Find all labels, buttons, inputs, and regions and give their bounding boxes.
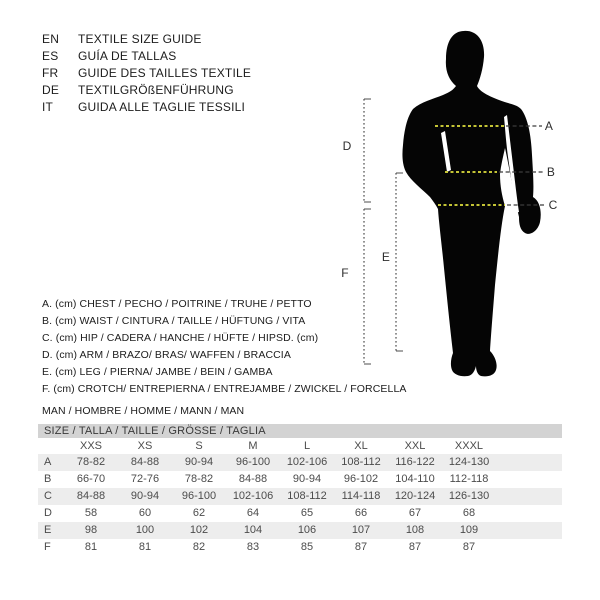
language-code: ES [42, 49, 59, 63]
size-table-row-crotch [38, 539, 562, 556]
column-header-xxl: XXL [404, 440, 426, 452]
language-title: GUIDE DES TAILLES TEXTILE [78, 66, 252, 80]
size-table-row-hip [38, 488, 562, 505]
size-cell: 102-106 [286, 456, 328, 468]
size-cell: 84-88 [76, 490, 106, 502]
size-cell: 90-94 [292, 473, 322, 485]
column-header-xs: XS [137, 440, 153, 452]
row-filler [496, 539, 562, 556]
size-cell: 106 [297, 524, 317, 536]
gender-line: MAN / HOMBRE / HOMME / MANN / MAN [42, 405, 245, 417]
size-cell: 102 [189, 524, 209, 536]
size-cell: 90-94 [130, 490, 160, 502]
measurement-legend [42, 296, 407, 420]
row-label: E [44, 524, 52, 536]
row-filler [496, 522, 562, 539]
header-spacer [38, 438, 64, 454]
language-row [42, 48, 251, 65]
size-cell: 120-124 [394, 490, 436, 502]
language-code: EN [42, 32, 60, 46]
size-cell: 112-118 [449, 473, 489, 485]
language-row [42, 99, 251, 116]
figure-label-arm: D [342, 139, 352, 153]
size-table [38, 424, 562, 556]
size-cell: 124-130 [448, 456, 490, 468]
size-cell: 68 [462, 507, 476, 519]
language-code: IT [42, 100, 54, 114]
size-cell: 96-100 [235, 456, 271, 468]
figure-label-waist: B [546, 165, 556, 179]
measurement-line-hip: C. (cm) HIP / CADERA / HANCHE / HÜFTE / HIPSD. (cm) [42, 332, 319, 344]
size-table-row-waist [38, 471, 562, 488]
row-filler [496, 488, 562, 505]
column-header-s: S [195, 440, 203, 452]
column-header-l: L [303, 440, 311, 452]
language-code: DE [42, 83, 60, 97]
measurement-line-waist: B. (cm) WAIST / CINTURA / TAILLE / HÜFTUNG / VITA [42, 315, 306, 327]
size-cell: 108-112 [341, 456, 381, 468]
size-cell: 108-112 [287, 490, 327, 502]
language-title: TEXTILE SIZE GUIDE [78, 32, 202, 46]
size-cell: 107 [351, 524, 371, 536]
row-label: D [44, 507, 52, 519]
column-header-xxxl: XXXL [454, 440, 484, 452]
size-cell: 116-122 [395, 456, 435, 468]
size-cell: 78-82 [184, 473, 214, 485]
size-cell: 109 [459, 524, 479, 536]
row-label: C [44, 490, 52, 502]
size-cell: 96-100 [181, 490, 217, 502]
language-title: GUÍA DE TALLAS [78, 49, 177, 63]
size-cell: 81 [84, 541, 98, 553]
measurement-line-crotch: F. (cm) CROTCH/ ENTREPIERNA / ENTREJAMBE / ZWICKEL / FORCELLA [42, 383, 407, 395]
figure-label-leg: E [381, 250, 391, 264]
row-filler [496, 454, 562, 471]
figure-label-hip: C [548, 198, 558, 212]
header-filler [496, 438, 562, 454]
size-table-row-chest [38, 454, 562, 471]
size-cell: 67 [408, 507, 422, 519]
size-cell: 64 [246, 507, 260, 519]
size-cell: 84-88 [238, 473, 268, 485]
size-cell: 87 [354, 541, 368, 553]
row-label: F [44, 541, 51, 553]
column-header-xl: XL [354, 440, 368, 452]
size-cell: 81 [138, 541, 152, 553]
measurement-line-chest: A. (cm) CHEST / PECHO / POITRINE / TRUHE / PETTO [42, 298, 312, 310]
size-cell: 83 [246, 541, 260, 553]
column-header-m: M [248, 440, 258, 452]
size-table-header-row [38, 438, 562, 454]
figure-label-crotch: F [341, 266, 349, 280]
language-row [42, 65, 251, 82]
language-row [42, 82, 251, 99]
size-cell: 58 [84, 507, 98, 519]
size-cell: 102-106 [232, 490, 274, 502]
language-code: FR [42, 66, 59, 80]
size-cell: 72-76 [130, 473, 160, 485]
size-cell: 104-110 [395, 473, 435, 485]
row-filler [496, 505, 562, 522]
size-cell: 100 [135, 524, 155, 536]
measurement-line-arm: D. (cm) ARM / BRAZO/ BRAS/ WAFFEN / BRACCIA [42, 349, 291, 361]
size-cell: 96-102 [343, 473, 379, 485]
size-cell: 104 [243, 524, 263, 536]
language-list [42, 31, 251, 116]
size-cell: 87 [462, 541, 476, 553]
size-table-row-leg [38, 522, 562, 539]
language-row [42, 31, 251, 48]
size-table-row-arm [38, 505, 562, 522]
row-label: B [44, 473, 52, 485]
size-cell: 90-94 [184, 456, 214, 468]
man-silhouette [402, 31, 540, 376]
size-cell: 85 [300, 541, 314, 553]
size-cell: 126-130 [448, 490, 490, 502]
size-cell: 66-70 [76, 473, 106, 485]
size-cell: 78-82 [76, 456, 106, 468]
row-filler [496, 471, 562, 488]
size-cell: 66 [354, 507, 368, 519]
row-label: A [44, 456, 52, 468]
column-header-xxs: XXS [79, 440, 102, 452]
size-cell: 62 [192, 507, 206, 519]
figure-label-chest: A [544, 119, 554, 133]
size-cell: 114-118 [341, 490, 381, 502]
size-cell: 87 [408, 541, 422, 553]
size-cell: 65 [300, 507, 314, 519]
language-title: GUIDA ALLE TAGLIE TESSILI [78, 100, 246, 114]
size-cell: 108 [405, 524, 425, 536]
measurement-line-leg: E. (cm) LEG / PIERNA/ JAMBE / BEIN / GAMBA [42, 366, 273, 378]
size-cell: 60 [138, 507, 152, 519]
size-cell: 82 [192, 541, 206, 553]
size-cell: 98 [84, 524, 98, 536]
size-cell: 84-88 [130, 456, 160, 468]
size-table-title: SIZE / TALLA / TAILLE / GRÖSSE / TAGLIA [38, 424, 562, 438]
language-title: TEXTILGRÖßENFÜHRUNG [78, 83, 234, 97]
